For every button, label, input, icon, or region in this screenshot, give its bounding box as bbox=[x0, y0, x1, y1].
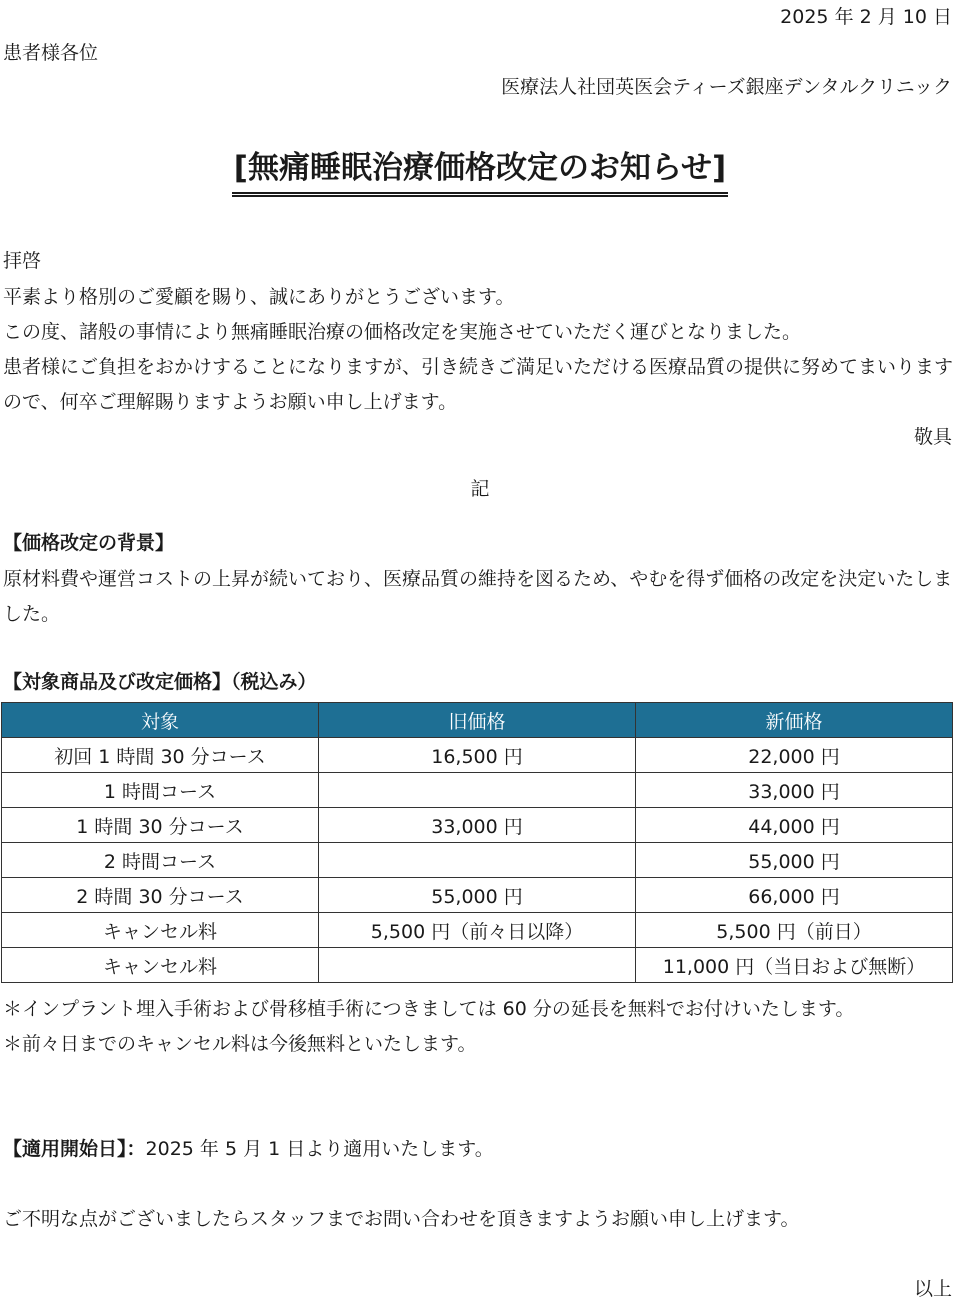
cell-item: 2 時間コース bbox=[2, 843, 319, 878]
document-date: 2025 年 2 月 10 日 bbox=[780, 6, 952, 28]
start-date-text: 2025 年 5 月 1 日より適用いたします。 bbox=[145, 1138, 494, 1160]
note: ＊前々日までのキャンセル料は今後無料といたします。 bbox=[3, 1033, 477, 1055]
cell-new-price: 11,000 円（当日および無断） bbox=[636, 948, 953, 983]
cell-new-price: 5,500 円（前日） bbox=[636, 913, 953, 948]
start-date bbox=[3, 1134, 494, 1161]
paragraph: 患者様にご負担をおかけすることになりますが、引き続きご満足いただける医療品質の提供に努めてまいりますので、何卒ご理解賜りますようお願い申し上げます。 bbox=[3, 356, 954, 413]
cell-old-price: 16,500 円 bbox=[319, 738, 636, 773]
cell-item: キャンセル料 bbox=[2, 948, 319, 983]
background-text: 原材料費や運営コストの上昇が続いており、医療品質の維持を図るため、やむを得ず価格の改定を決定いたしました。 bbox=[3, 568, 953, 625]
cell-new-price: 33,000 円 bbox=[636, 773, 953, 808]
cell-item: 1 時間 30 分コース bbox=[2, 808, 319, 843]
cell-new-price: 22,000 円 bbox=[636, 738, 953, 773]
cell-new-price: 55,000 円 bbox=[636, 843, 953, 878]
table-row bbox=[2, 878, 953, 913]
items-heading: 【対象商品及び改定価格】（税込み） bbox=[3, 671, 317, 693]
cell-new-price: 66,000 円 bbox=[636, 878, 953, 913]
paragraph: この度、諸般の事情により無痛睡眠治療の価格改定を実施させていただく運びとなりました。 bbox=[3, 321, 802, 343]
column-header-item: 対象 bbox=[2, 703, 319, 738]
cell-old-price bbox=[319, 948, 636, 983]
end-mark: 以上 bbox=[913, 1278, 952, 1300]
cell-item: 1 時間コース bbox=[2, 773, 319, 808]
column-header-old-price: 旧価格 bbox=[319, 703, 636, 738]
cell-new-price: 44,000 円 bbox=[636, 808, 953, 843]
cell-item: 初回 1 時間 30 分コース bbox=[2, 738, 319, 773]
table-row bbox=[2, 843, 953, 878]
sender-clinic: 医療法人社団英医会ティーズ銀座デンタルクリニック bbox=[501, 76, 952, 98]
page-title bbox=[0, 146, 960, 197]
table-row bbox=[2, 808, 953, 843]
table-row bbox=[2, 773, 953, 808]
letter-body bbox=[3, 280, 955, 420]
cell-old-price: 55,000 円 bbox=[319, 878, 636, 913]
note: ＊インプラント埋入手術および骨移植手術につきましては 60 分の延長を無料でお付けいたします。 bbox=[3, 998, 855, 1020]
cell-old-price bbox=[319, 843, 636, 878]
notes bbox=[3, 992, 854, 1062]
inquiry-text: ご不明な点がございましたらスタッフまでお問い合わせを頂きますようお願い申し上げます。 bbox=[3, 1208, 800, 1230]
table-row bbox=[2, 738, 953, 773]
recipient: 患者様各位 bbox=[3, 42, 99, 64]
table-header-row bbox=[2, 703, 953, 738]
paragraph: 平素より格別のご愛顧を賜り、誠にありがとうございます。 bbox=[3, 286, 515, 308]
start-date-label: 【適用開始日】： bbox=[3, 1138, 146, 1160]
background-heading: 【価格改定の背景】 bbox=[3, 532, 175, 554]
price-table bbox=[1, 702, 953, 983]
ki-marker: 記 bbox=[470, 478, 490, 500]
closing: 敬具 bbox=[913, 426, 952, 448]
cell-old-price bbox=[319, 773, 636, 808]
cell-old-price: 5,500 円（前々日以降） bbox=[319, 913, 636, 948]
title-text: [無痛睡眠治療価格改定のお知らせ] bbox=[232, 146, 728, 197]
cell-item: キャンセル料 bbox=[2, 913, 319, 948]
greeting: 拝啓 bbox=[3, 250, 42, 272]
column-header-new-price: 新価格 bbox=[636, 703, 953, 738]
cell-old-price: 33,000 円 bbox=[319, 808, 636, 843]
table-row bbox=[2, 913, 953, 948]
cell-item: 2 時間 30 分コース bbox=[2, 878, 319, 913]
table-row bbox=[2, 948, 953, 983]
